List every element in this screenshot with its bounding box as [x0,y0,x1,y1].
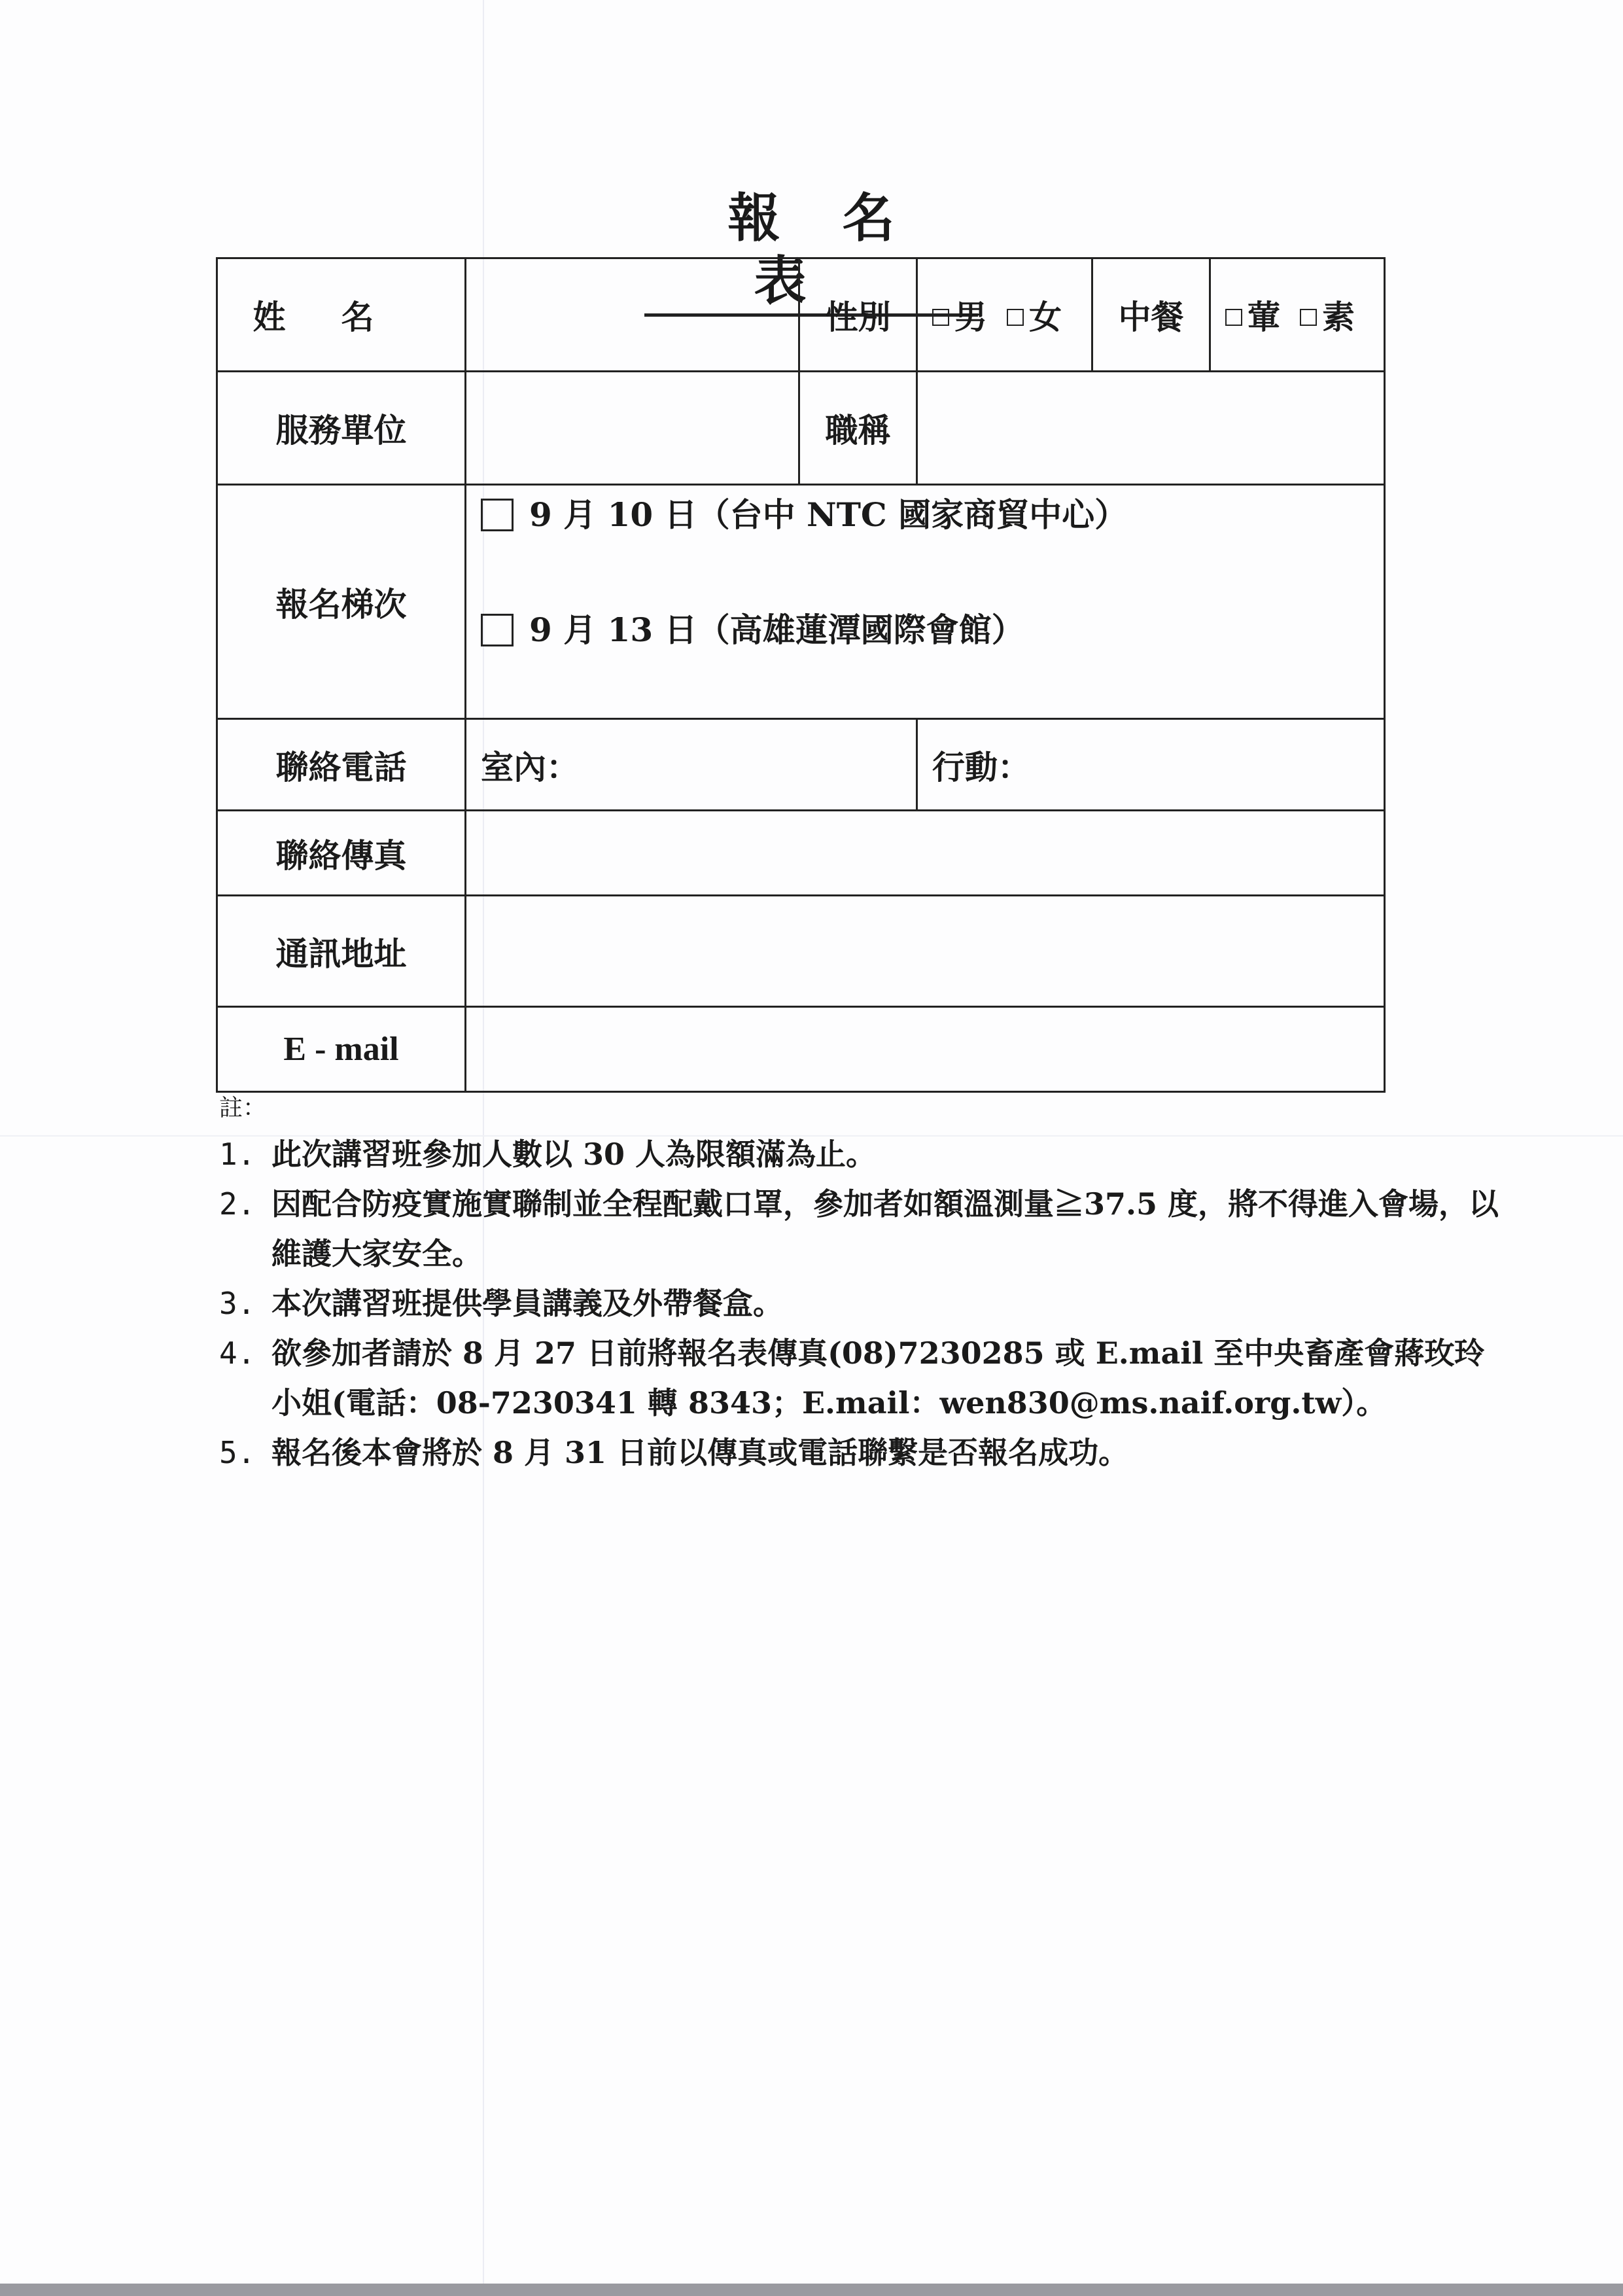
lunch-veg-label: 素 [1322,298,1355,336]
row-email [217,1007,1385,1092]
job-title-field[interactable] [917,372,1385,485]
job-title-label: 職稱 [799,372,917,485]
fax-field[interactable] [466,811,1385,896]
note-item [219,1428,1501,1477]
row-session [217,485,1385,719]
phone-label: 聯絡電話 [217,719,466,811]
row-address [217,896,1385,1007]
address-field[interactable] [466,896,1385,1007]
checkbox-icon[interactable] [1300,309,1317,326]
email-field[interactable] [466,1007,1385,1092]
row-unit [217,372,1385,485]
gender-label: 性別 [799,258,917,372]
email-label: E - mail [217,1007,466,1092]
gender-options [917,258,1092,372]
note-text: 報名後本會將於 8 月 31 日前以傳真或電話聯繫是否報名成功。 [271,1435,1129,1470]
name-field[interactable] [466,258,799,372]
checkbox-icon[interactable] [481,499,514,531]
session-options [466,485,1385,719]
note-number: 5. [219,1435,256,1470]
checkbox-icon[interactable] [481,614,514,646]
fax-label: 聯絡傳真 [217,811,466,896]
note-text: 欲參加者請於 8 月 27 日前將報名表傳真(08)7230285 或 E.mail 至中央畜產會蔣玫玲 小姐(電話：08-7230341 轉 8343；E.mail：wen830@ms.naif.org.tw）。 [271,1335,1485,1421]
checkbox-icon[interactable] [932,309,949,326]
scan-bottom-edge [0,2284,1623,2296]
unit-field[interactable] [466,372,799,485]
lunch-options [1210,258,1385,372]
lunch-veg-option[interactable] [1300,298,1355,336]
session-kaohsiung-label: 9 月 13 日（高雄蓮潭國際會館） [529,610,1024,649]
checkbox-icon[interactable] [1007,309,1024,326]
gender-female-option[interactable] [1007,298,1062,336]
unit-label: 服務單位 [217,372,466,485]
phone-indoor-label: 室內： [481,747,579,786]
name-label: 姓名 [253,298,430,336]
notes-heading: 註： [219,1095,267,1122]
note-text: 此次講習班參加人數以 30 人為限額滿為止。 [271,1137,877,1172]
gender-female-label: 女 [1029,298,1062,336]
session-taichung-label: 9 月 10 日（台中 NTC 國家商貿中心） [529,495,1128,534]
row-phone [217,719,1385,811]
phone-mobile-label: 行動： [932,747,1030,786]
gender-male-label: 男 [954,298,987,336]
lunch-meat-option[interactable] [1225,298,1280,336]
note-item [219,1279,1501,1328]
address-label: 通訊地址 [217,896,466,1007]
name-label-cell [217,258,466,372]
note-text: 本次講習班提供學員講義及外帶餐盒。 [271,1286,783,1321]
phone-mobile-field[interactable] [917,719,1385,811]
registration-form [216,257,1386,1093]
note-item [219,1179,1501,1279]
form-title: 報名表 [644,186,978,317]
note-number: 4. [219,1335,256,1371]
row-fax [217,811,1385,896]
note-number: 2. [219,1186,256,1222]
checkbox-icon[interactable] [1225,309,1242,326]
note-item [219,1328,1501,1428]
lunch-meat-label: 葷 [1248,298,1280,336]
note-number: 1. [219,1137,256,1172]
lunch-label: 中餐 [1092,258,1210,372]
note-number: 3. [219,1286,256,1321]
session-label: 報名梯次 [217,485,466,719]
session-option-kaohsiung[interactable] [481,601,1369,660]
row-name [217,258,1385,372]
gender-male-option[interactable] [932,298,987,336]
session-option-taichung[interactable] [481,486,1369,544]
notes-section [219,1089,1501,1477]
phone-indoor-field[interactable] [466,719,917,811]
note-text: 因配合防疫實施實聯制並全程配戴口罩，參加者如額溫測量≧37.5 度，將不得進入會場，以維護大家安全。 [271,1186,1499,1271]
note-item [219,1129,1501,1179]
